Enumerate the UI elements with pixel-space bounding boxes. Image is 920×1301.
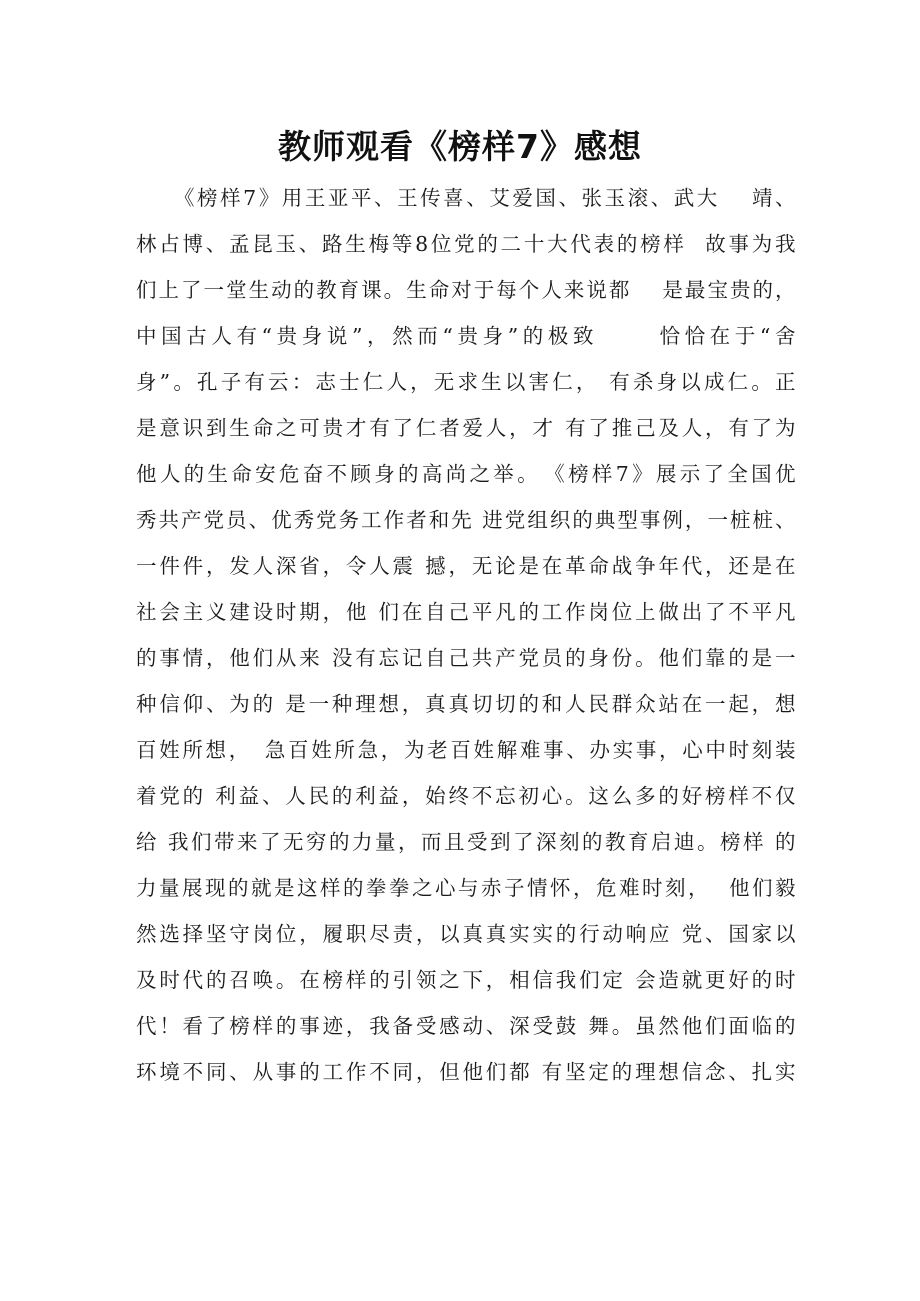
body-line: 身”。孔子有云：志士仁人，无求生以害仁， 有杀身以成仁。正 [136, 370, 796, 394]
body-line: 社会主义建设时期，他 们在自己平凡的工作岗位上做出了不平凡 [136, 600, 796, 624]
body-line: 百姓所想， 急百姓所急，为老百姓解难事、办实事，心中时刻装 [136, 738, 796, 762]
body-line: 一件件，发人深省，令人震 撼，无论是在革命战争年代，还是在 [136, 554, 796, 578]
body-line: 着党的 利益、人民的利益，始终不忘初心。这么多的好榜样不仅 [136, 784, 796, 808]
body-line: 林占博、孟昆玉、路生梅等8位党的二十大代表的榜样 故事为我 [136, 232, 796, 256]
document-title: 教师观看《榜样7》感想 [278, 127, 642, 166]
body-line: 然选择坚守岗位，履职尽责，以真真实实的行动响应 党、国家以 [136, 922, 796, 946]
body-line: 们上了一堂生动的教育课。生命对于每个人来说都 是最宝贵的， [136, 278, 796, 302]
body-line: 他人的生命安危奋不顾身的高尚之举。 《榜样7》展示了全国优 [136, 462, 796, 486]
body-line: 中国古人有“贵身说”，然而“贵身”的极致 恰恰在于“舍 [136, 324, 796, 348]
document-body [136, 175, 796, 1095]
body-line: 的事情，他们从来 没有忘记自己共产党员的身份。他们靠的是一 [136, 646, 796, 670]
body-line: 《榜样7》用王亚平、王传喜、艾爱国、张玉滚、武大 靖、 [174, 186, 796, 210]
body-line: 及时代的召唤。在榜样的引领之下，相信我们定 会造就更好的时 [136, 968, 796, 992]
body-line: 秀共产党员、优秀党务工作者和先 进党组织的典型事例，一桩桩、 [136, 508, 796, 532]
body-line: 是意识到生命之可贵才有了仁者爱人，才 有了推己及人，有了为 [136, 416, 796, 440]
body-line: 力量展现的就是这样的拳拳之心与赤子情怀，危难时刻， 他们毅 [136, 876, 796, 900]
body-line: 代！看了榜样的事迹，我备受感动、深受鼓 舞。虽然他们面临的 [136, 1014, 796, 1038]
body-line: 环境不同、从事的工作不同，但他们都 有坚定的理想信念、扎实 [136, 1060, 796, 1084]
body-line: 种信仰、为的 是一种理想，真真切切的和人民群众站在一起，想 [136, 692, 796, 716]
body-line: 给 我们带来了无穷的力量，而且受到了深刻的教育启迪。榜样 的 [136, 830, 796, 854]
